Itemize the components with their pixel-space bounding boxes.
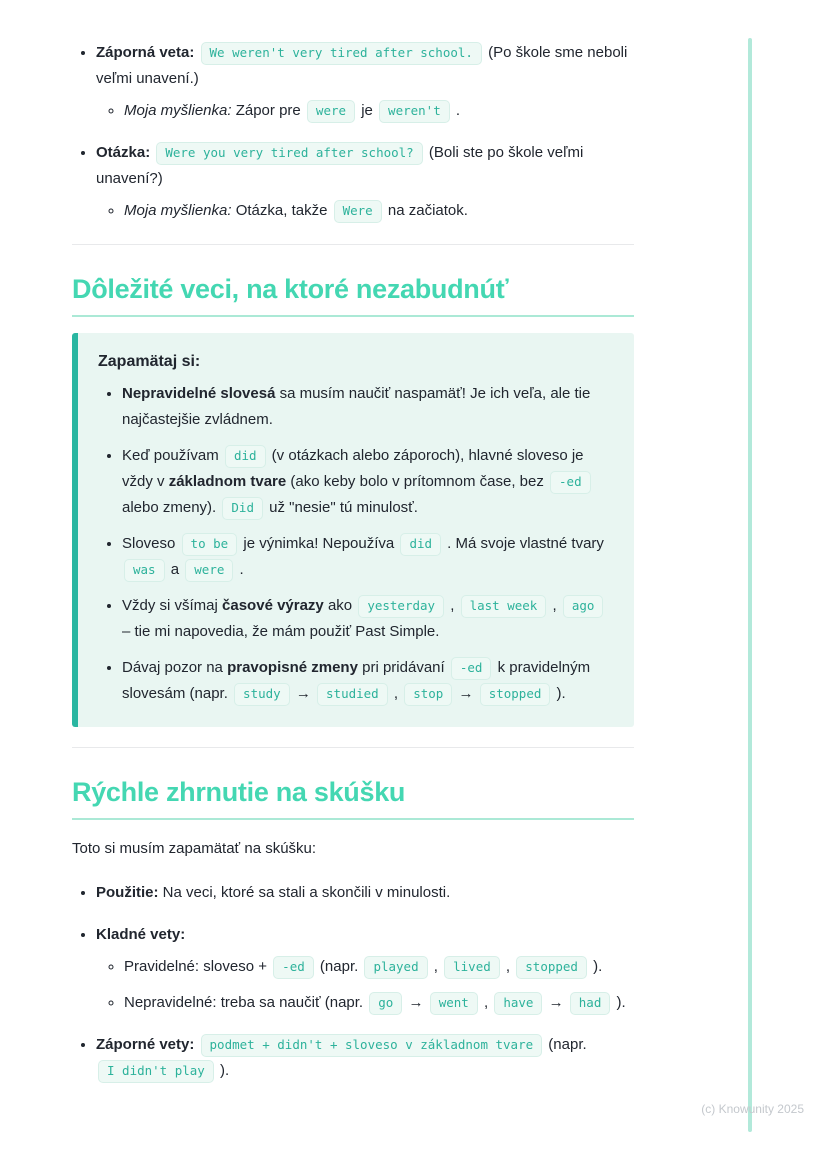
callout-box xyxy=(72,333,634,727)
code-chip: stopped xyxy=(516,956,587,979)
section-divider xyxy=(72,747,634,748)
text-run: (v otázkach alebo záporoch), hlavné sloveso je vždy v xyxy=(122,447,584,490)
paragraph xyxy=(72,836,634,862)
italic-text: Moja myšlienka: xyxy=(124,202,232,219)
text-run: – tie mi napovedia, že mám použiť Past Simple. xyxy=(122,623,440,640)
text-run: , xyxy=(389,685,403,702)
section-divider xyxy=(72,244,634,245)
list-item xyxy=(122,443,610,521)
list-level-2 xyxy=(96,98,634,124)
code-chip: did xyxy=(400,533,441,556)
text-run: , xyxy=(501,958,515,975)
code-chip: went xyxy=(430,992,478,1015)
text-run: Vždy si všímaj xyxy=(122,597,223,614)
text-run: je xyxy=(357,102,378,119)
text-run: → xyxy=(454,685,478,702)
text-run: Otázka, takže xyxy=(231,202,332,219)
text-run: pri pridávaní xyxy=(357,659,449,676)
bold-text: Záporná veta: xyxy=(96,44,195,61)
text-run: (Po škole sme neboli veľmi unavení.) xyxy=(96,44,628,87)
section-heading: Rýchle zhrnutie na skúšku xyxy=(72,776,634,820)
bold-text: Záporné vety: xyxy=(96,1036,195,1053)
code-chip: were xyxy=(185,559,233,582)
list-level-1 xyxy=(72,880,634,1084)
text-run: . xyxy=(451,102,461,119)
text-run: ). xyxy=(612,994,626,1011)
list-item xyxy=(96,1032,634,1084)
text-run: na začiatok. xyxy=(383,202,468,219)
code-chip: Were xyxy=(334,200,382,223)
list-item xyxy=(122,531,610,583)
text-run xyxy=(194,44,198,61)
code-chip: were xyxy=(307,100,355,123)
italic-text: Moja myšlienka: xyxy=(124,102,232,119)
code-chip: -ed xyxy=(273,956,314,979)
code-chip: ago xyxy=(563,595,604,618)
code-chip: -ed xyxy=(550,471,591,494)
text-run: (ako keby bolo v prítomnom čase, bez xyxy=(286,473,549,490)
list-item xyxy=(124,954,634,980)
code-chip: go xyxy=(369,992,402,1015)
text-run: Zápor pre xyxy=(231,102,305,119)
code-chip: have xyxy=(494,992,542,1015)
text-run: ). xyxy=(215,1062,230,1079)
bold-text: pravopisné zmeny xyxy=(227,659,358,676)
text-run: k pravidelným slovesám (napr. xyxy=(122,659,591,702)
watermark: (c) Knowunity 2025 xyxy=(701,1102,804,1116)
text-run: Na veci, ktoré sa stali a skončili v minulosti. xyxy=(158,884,451,901)
text-run: → xyxy=(291,685,316,702)
list-level-2 xyxy=(96,954,634,1016)
bold-text: Otázka: xyxy=(96,144,151,161)
callout-title: Zapamätaj si: xyxy=(98,353,201,370)
list-item xyxy=(124,98,634,124)
text-run: Sloveso xyxy=(122,535,180,552)
list-level-2 xyxy=(96,198,634,224)
bold-text: základnom tvare xyxy=(168,473,287,490)
code-chip: did xyxy=(225,445,266,468)
code-chip: We weren't very tired after school. xyxy=(201,42,482,65)
code-chip: studied xyxy=(317,683,388,706)
text-run: , xyxy=(446,597,459,614)
code-chip: podmet + didn't + sloveso v základnom tvare xyxy=(201,1034,543,1057)
code-chip: yesterday xyxy=(358,595,444,618)
list-item xyxy=(122,593,610,645)
text-run: Keď používam xyxy=(122,447,223,464)
code-chip: -ed xyxy=(451,657,492,680)
section-heading: Dôležité veci, na ktoré nezabudnúť xyxy=(72,273,634,317)
text-run: → xyxy=(404,994,428,1011)
text-run: . xyxy=(235,561,244,578)
text-run: ). xyxy=(552,685,566,702)
code-chip: I didn't play xyxy=(98,1060,214,1083)
text-run: → xyxy=(544,994,568,1011)
text-run: sa musím naučiť naspamäť! Je ich veľa, ale tie najčastejšie zvládnem. xyxy=(122,385,591,428)
text-run: Nepravidelné: treba sa naučiť (napr. xyxy=(124,994,368,1011)
text-run xyxy=(150,144,154,161)
code-chip: study xyxy=(234,683,290,706)
text-run: (napr. xyxy=(544,1036,587,1053)
code-chip: played xyxy=(364,956,427,979)
text-run: ako xyxy=(323,597,357,614)
vertical-accent-line xyxy=(748,38,752,1132)
text-run: (napr. xyxy=(315,958,363,975)
code-chip: lived xyxy=(444,956,500,979)
text-run: a xyxy=(166,561,184,578)
list-item xyxy=(122,655,610,707)
text-run: , xyxy=(479,994,493,1011)
list-item xyxy=(124,990,634,1016)
list-item xyxy=(124,198,634,224)
text-run: Dávaj pozor na xyxy=(122,659,228,676)
list-item xyxy=(96,880,634,906)
text-run: je výnimka! Nepoužíva xyxy=(239,535,399,552)
list-item xyxy=(122,381,610,433)
list-item xyxy=(96,922,634,1016)
text-run: (Boli ste po škole veľmi unavení?) xyxy=(96,144,584,187)
bold-text: časové výrazy xyxy=(222,597,324,614)
text-run: už "nesie" tú minulosť. xyxy=(264,499,418,516)
code-chip: weren't xyxy=(379,100,450,123)
code-chip: was xyxy=(124,559,165,582)
text-run: , xyxy=(429,958,443,975)
text-run xyxy=(194,1036,198,1053)
text-run: ). xyxy=(588,958,603,975)
code-chip: had xyxy=(570,992,611,1015)
code-chip: Were you very tired after school? xyxy=(156,142,422,165)
text-run: , xyxy=(548,597,561,614)
list-item xyxy=(96,40,634,124)
code-chip: stop xyxy=(404,683,452,706)
list-level-1 xyxy=(72,40,634,224)
text-run: Toto si musím zapamätať na skúšku: xyxy=(72,840,317,857)
bold-text: Kladné vety: xyxy=(96,926,186,943)
document-content xyxy=(72,40,634,1084)
bold-text: Nepravidelné slovesá xyxy=(122,385,276,402)
code-chip: to be xyxy=(182,533,238,556)
list-level-1 xyxy=(98,381,610,707)
text-run: alebo zmeny). xyxy=(122,499,221,516)
code-chip: stopped xyxy=(480,683,551,706)
code-chip: Did xyxy=(222,497,263,520)
code-chip: last week xyxy=(461,595,547,618)
text-run: . Má svoje vlastné tvary xyxy=(443,535,604,552)
text-run: Pravidelné: sloveso + xyxy=(124,958,272,975)
list-item xyxy=(96,140,634,224)
bold-text: Použitie: xyxy=(96,884,159,901)
